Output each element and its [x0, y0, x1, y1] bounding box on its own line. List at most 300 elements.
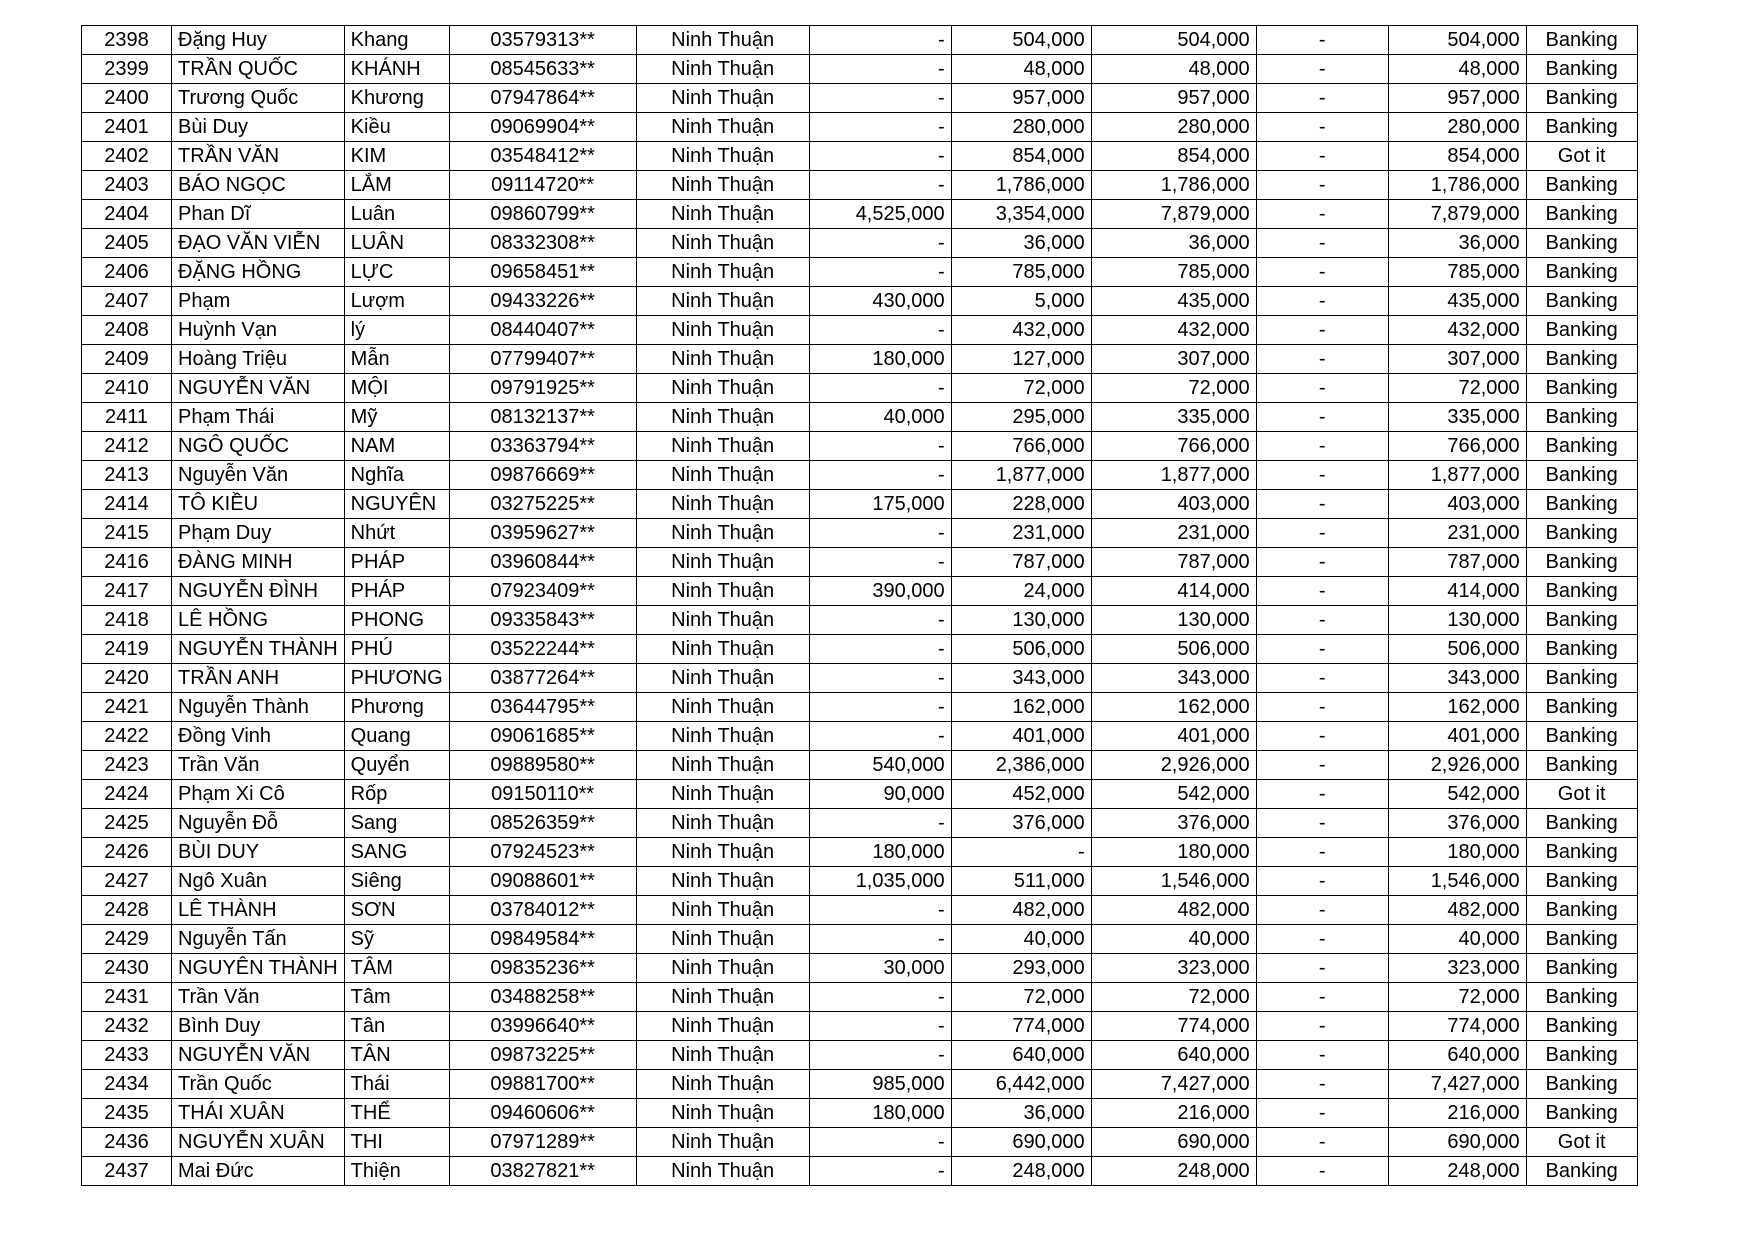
payment-method-cell: Banking [1526, 403, 1637, 432]
deduction-cell: - [1256, 345, 1388, 374]
amount-paid-cell: 2,926,000 [1388, 751, 1526, 780]
amount-b-cell: 72,000 [951, 983, 1091, 1012]
amount-b-cell: 432,000 [951, 316, 1091, 345]
phone-cell: 09835236** [449, 954, 636, 983]
surname-cell: Trần Văn [172, 983, 345, 1012]
phone-cell: 09069904** [449, 113, 636, 142]
row-number-cell: 2403 [82, 171, 172, 200]
deduction-cell: - [1256, 26, 1388, 55]
deduction-cell: - [1256, 838, 1388, 867]
row-number-cell: 2427 [82, 867, 172, 896]
amount-total-cell: 40,000 [1091, 925, 1256, 954]
phone-cell: 07799407** [449, 345, 636, 374]
amount-b-cell: 785,000 [951, 258, 1091, 287]
amount-total-cell: 323,000 [1091, 954, 1256, 983]
province-cell: Ninh Thuận [636, 55, 809, 84]
payment-method-cell: Banking [1526, 896, 1637, 925]
amount-paid-cell: 323,000 [1388, 954, 1526, 983]
amount-a-cell: - [809, 606, 951, 635]
phone-cell: 09114720** [449, 171, 636, 200]
given-name-cell: Quang [344, 722, 449, 751]
amount-paid-cell: 216,000 [1388, 1099, 1526, 1128]
deduction-cell: - [1256, 954, 1388, 983]
amount-b-cell: 3,354,000 [951, 200, 1091, 229]
given-name-cell: Siêng [344, 867, 449, 896]
amount-total-cell: 435,000 [1091, 287, 1256, 316]
amount-paid-cell: 432,000 [1388, 316, 1526, 345]
surname-cell: NGUYỄN ĐÌNH [172, 577, 345, 606]
given-name-cell: PHÁP [344, 577, 449, 606]
surname-cell: Trương Quốc [172, 84, 345, 113]
amount-b-cell: 130,000 [951, 606, 1091, 635]
amount-paid-cell: 162,000 [1388, 693, 1526, 722]
table-row [82, 548, 1638, 577]
amount-a-cell: - [809, 693, 951, 722]
amount-a-cell: - [809, 1157, 951, 1186]
payout-table [81, 25, 1638, 1186]
table-row [82, 287, 1638, 316]
amount-a-cell: 390,000 [809, 577, 951, 606]
surname-cell: Phạm Xi Cô [172, 780, 345, 809]
table-row [82, 1012, 1638, 1041]
amount-a-cell: 40,000 [809, 403, 951, 432]
amount-paid-cell: 1,786,000 [1388, 171, 1526, 200]
amount-a-cell: - [809, 55, 951, 84]
surname-cell: NGÔ QUỐC [172, 432, 345, 461]
phone-cell: 08545633** [449, 55, 636, 84]
province-cell: Ninh Thuận [636, 693, 809, 722]
province-cell: Ninh Thuận [636, 577, 809, 606]
amount-total-cell: 36,000 [1091, 229, 1256, 258]
phone-cell: 07947864** [449, 84, 636, 113]
deduction-cell: - [1256, 519, 1388, 548]
amount-paid-cell: 504,000 [1388, 26, 1526, 55]
payment-method-cell: Banking [1526, 1070, 1637, 1099]
payment-method-cell: Banking [1526, 722, 1637, 751]
province-cell: Ninh Thuận [636, 838, 809, 867]
amount-b-cell: 504,000 [951, 26, 1091, 55]
amount-total-cell: 180,000 [1091, 838, 1256, 867]
row-number-cell: 2437 [82, 1157, 172, 1186]
table-row [82, 1041, 1638, 1070]
table-row [82, 809, 1638, 838]
amount-total-cell: 72,000 [1091, 374, 1256, 403]
row-number-cell: 2406 [82, 258, 172, 287]
given-name-cell: Sỹ [344, 925, 449, 954]
given-name-cell: Tân [344, 1012, 449, 1041]
province-cell: Ninh Thuận [636, 345, 809, 374]
province-cell: Ninh Thuận [636, 1157, 809, 1186]
given-name-cell: Thái [344, 1070, 449, 1099]
amount-paid-cell: 130,000 [1388, 606, 1526, 635]
amount-a-cell: - [809, 722, 951, 751]
table-row [82, 316, 1638, 345]
row-number-cell: 2405 [82, 229, 172, 258]
deduction-cell: - [1256, 1128, 1388, 1157]
province-cell: Ninh Thuận [636, 1128, 809, 1157]
amount-paid-cell: 48,000 [1388, 55, 1526, 84]
surname-cell: Bình Duy [172, 1012, 345, 1041]
amount-b-cell: 1,786,000 [951, 171, 1091, 200]
table-row [82, 432, 1638, 461]
amount-total-cell: 403,000 [1091, 490, 1256, 519]
row-number-cell: 2404 [82, 200, 172, 229]
province-cell: Ninh Thuận [636, 432, 809, 461]
table-row [82, 635, 1638, 664]
payment-method-cell: Banking [1526, 519, 1637, 548]
amount-a-cell: - [809, 519, 951, 548]
surname-cell: TRẦN ANH [172, 664, 345, 693]
surname-cell: TRẦN VĂN [172, 142, 345, 171]
deduction-cell: - [1256, 635, 1388, 664]
amount-total-cell: 690,000 [1091, 1128, 1256, 1157]
given-name-cell: lý [344, 316, 449, 345]
given-name-cell: Phương [344, 693, 449, 722]
row-number-cell: 2426 [82, 838, 172, 867]
payment-method-cell: Banking [1526, 200, 1637, 229]
payment-method-cell: Banking [1526, 287, 1637, 316]
surname-cell: Phạm [172, 287, 345, 316]
surname-cell: TÔ KIỀU [172, 490, 345, 519]
amount-b-cell: 40,000 [951, 925, 1091, 954]
payment-method-cell: Got it [1526, 1128, 1637, 1157]
province-cell: Ninh Thuận [636, 287, 809, 316]
phone-cell: 03522244** [449, 635, 636, 664]
surname-cell: Hoàng Triệu [172, 345, 345, 374]
table-row [82, 171, 1638, 200]
deduction-cell: - [1256, 780, 1388, 809]
province-cell: Ninh Thuận [636, 316, 809, 345]
given-name-cell: Lượm [344, 287, 449, 316]
surname-cell: Phạm Thái [172, 403, 345, 432]
given-name-cell: Mẫn [344, 345, 449, 374]
phone-cell: 03960844** [449, 548, 636, 577]
province-cell: Ninh Thuận [636, 171, 809, 200]
surname-cell: BÁO NGỌC [172, 171, 345, 200]
table-row [82, 664, 1638, 693]
payment-method-cell: Banking [1526, 490, 1637, 519]
table-row [82, 55, 1638, 84]
amount-a-cell: - [809, 316, 951, 345]
surname-cell: ĐÀNG MINH [172, 548, 345, 577]
payment-method-cell: Banking [1526, 664, 1637, 693]
amount-a-cell: 540,000 [809, 751, 951, 780]
row-number-cell: 2411 [82, 403, 172, 432]
table-row [82, 258, 1638, 287]
payment-method-cell: Banking [1526, 548, 1637, 577]
amount-total-cell: 376,000 [1091, 809, 1256, 838]
deduction-cell: - [1256, 751, 1388, 780]
payment-method-cell: Banking [1526, 229, 1637, 258]
row-number-cell: 2399 [82, 55, 172, 84]
phone-cell: 09791925** [449, 374, 636, 403]
amount-total-cell: 1,546,000 [1091, 867, 1256, 896]
amount-total-cell: 640,000 [1091, 1041, 1256, 1070]
table-row [82, 1128, 1638, 1157]
surname-cell: TRẦN QUỐC [172, 55, 345, 84]
row-number-cell: 2414 [82, 490, 172, 519]
deduction-cell: - [1256, 374, 1388, 403]
amount-a-cell: - [809, 635, 951, 664]
amount-total-cell: 7,427,000 [1091, 1070, 1256, 1099]
payment-method-cell: Banking [1526, 432, 1637, 461]
given-name-cell: KIM [344, 142, 449, 171]
amount-a-cell: - [809, 258, 951, 287]
phone-cell: 03959627** [449, 519, 636, 548]
amount-paid-cell: 72,000 [1388, 374, 1526, 403]
amount-b-cell: 228,000 [951, 490, 1091, 519]
amount-a-cell: - [809, 84, 951, 113]
amount-paid-cell: 231,000 [1388, 519, 1526, 548]
phone-cell: 09881700** [449, 1070, 636, 1099]
payment-method-cell: Banking [1526, 635, 1637, 664]
province-cell: Ninh Thuận [636, 896, 809, 925]
province-cell: Ninh Thuận [636, 258, 809, 287]
phone-cell: 09061685** [449, 722, 636, 751]
deduction-cell: - [1256, 896, 1388, 925]
amount-b-cell: 48,000 [951, 55, 1091, 84]
row-number-cell: 2401 [82, 113, 172, 142]
deduction-cell: - [1256, 548, 1388, 577]
payment-method-cell: Got it [1526, 142, 1637, 171]
deduction-cell: - [1256, 200, 1388, 229]
payment-method-cell: Banking [1526, 258, 1637, 287]
deduction-cell: - [1256, 925, 1388, 954]
table-row [82, 954, 1638, 983]
amount-paid-cell: 435,000 [1388, 287, 1526, 316]
amount-b-cell: 6,442,000 [951, 1070, 1091, 1099]
deduction-cell: - [1256, 983, 1388, 1012]
phone-cell: 08440407** [449, 316, 636, 345]
amount-paid-cell: 401,000 [1388, 722, 1526, 751]
deduction-cell: - [1256, 229, 1388, 258]
table-row [82, 983, 1638, 1012]
phone-cell: 03877264** [449, 664, 636, 693]
amount-b-cell: 506,000 [951, 635, 1091, 664]
surname-cell: Bùi Duy [172, 113, 345, 142]
phone-cell: 09088601** [449, 867, 636, 896]
surname-cell: LÊ HỒNG [172, 606, 345, 635]
amount-a-cell: 985,000 [809, 1070, 951, 1099]
given-name-cell: SANG [344, 838, 449, 867]
amount-paid-cell: 7,879,000 [1388, 200, 1526, 229]
row-number-cell: 2413 [82, 461, 172, 490]
amount-b-cell: 2,386,000 [951, 751, 1091, 780]
table-row [82, 1099, 1638, 1128]
amount-total-cell: 504,000 [1091, 26, 1256, 55]
province-cell: Ninh Thuận [636, 751, 809, 780]
province-cell: Ninh Thuận [636, 983, 809, 1012]
province-cell: Ninh Thuận [636, 1099, 809, 1128]
surname-cell: Huỳnh Vạn [172, 316, 345, 345]
amount-paid-cell: 482,000 [1388, 896, 1526, 925]
amount-paid-cell: 40,000 [1388, 925, 1526, 954]
amount-total-cell: 506,000 [1091, 635, 1256, 664]
payment-method-cell: Banking [1526, 693, 1637, 722]
given-name-cell: Sang [344, 809, 449, 838]
row-number-cell: 2400 [82, 84, 172, 113]
phone-cell: 03996640** [449, 1012, 636, 1041]
amount-total-cell: 854,000 [1091, 142, 1256, 171]
payment-method-cell: Banking [1526, 606, 1637, 635]
deduction-cell: - [1256, 84, 1388, 113]
amount-total-cell: 335,000 [1091, 403, 1256, 432]
surname-cell: NGUYÊN THÀNH [172, 954, 345, 983]
phone-cell: 09860799** [449, 200, 636, 229]
amount-paid-cell: 36,000 [1388, 229, 1526, 258]
amount-paid-cell: 854,000 [1388, 142, 1526, 171]
amount-total-cell: 957,000 [1091, 84, 1256, 113]
amount-paid-cell: 774,000 [1388, 1012, 1526, 1041]
amount-total-cell: 785,000 [1091, 258, 1256, 287]
amount-a-cell: - [809, 1041, 951, 1070]
amount-a-cell: 180,000 [809, 838, 951, 867]
phone-cell: 09873225** [449, 1041, 636, 1070]
surname-cell: NGUYỄN XUÂN [172, 1128, 345, 1157]
amount-b-cell: 1,877,000 [951, 461, 1091, 490]
surname-cell: Trần Quốc [172, 1070, 345, 1099]
surname-cell: Nguyễn Thành [172, 693, 345, 722]
amount-b-cell: 343,000 [951, 664, 1091, 693]
amount-b-cell: 24,000 [951, 577, 1091, 606]
table-row [82, 1157, 1638, 1186]
amount-a-cell: - [809, 664, 951, 693]
surname-cell: Trần Văn [172, 751, 345, 780]
row-number-cell: 2424 [82, 780, 172, 809]
amount-b-cell: 376,000 [951, 809, 1091, 838]
amount-a-cell: 90,000 [809, 780, 951, 809]
surname-cell: NGUYỄN THÀNH [172, 635, 345, 664]
deduction-cell: - [1256, 1070, 1388, 1099]
surname-cell: BÙI DUY [172, 838, 345, 867]
amount-b-cell: 401,000 [951, 722, 1091, 751]
amount-b-cell: 787,000 [951, 548, 1091, 577]
deduction-cell: - [1256, 1012, 1388, 1041]
surname-cell: Mai Đức [172, 1157, 345, 1186]
table-row [82, 113, 1638, 142]
given-name-cell: Kiều [344, 113, 449, 142]
deduction-cell: - [1256, 258, 1388, 287]
amount-b-cell: 452,000 [951, 780, 1091, 809]
amount-b-cell: 640,000 [951, 1041, 1091, 1070]
phone-cell: 03579313** [449, 26, 636, 55]
payment-method-cell: Banking [1526, 461, 1637, 490]
amount-total-cell: 401,000 [1091, 722, 1256, 751]
province-cell: Ninh Thuận [636, 113, 809, 142]
amount-total-cell: 307,000 [1091, 345, 1256, 374]
table-row [82, 461, 1638, 490]
amount-total-cell: 787,000 [1091, 548, 1256, 577]
given-name-cell: LỰC [344, 258, 449, 287]
phone-cell: 03275225** [449, 490, 636, 519]
amount-total-cell: 414,000 [1091, 577, 1256, 606]
deduction-cell: - [1256, 867, 1388, 896]
given-name-cell: MỘI [344, 374, 449, 403]
amount-b-cell: 766,000 [951, 432, 1091, 461]
amount-b-cell: - [951, 838, 1091, 867]
amount-a-cell: - [809, 809, 951, 838]
amount-a-cell: - [809, 896, 951, 925]
given-name-cell: Mỹ [344, 403, 449, 432]
province-cell: Ninh Thuận [636, 780, 809, 809]
amount-a-cell: 30,000 [809, 954, 951, 983]
payment-method-cell: Banking [1526, 809, 1637, 838]
row-number-cell: 2421 [82, 693, 172, 722]
deduction-cell: - [1256, 432, 1388, 461]
given-name-cell: THỂ [344, 1099, 449, 1128]
deduction-cell: - [1256, 577, 1388, 606]
amount-paid-cell: 180,000 [1388, 838, 1526, 867]
amount-b-cell: 248,000 [951, 1157, 1091, 1186]
table-row [82, 722, 1638, 751]
amount-paid-cell: 690,000 [1388, 1128, 1526, 1157]
row-number-cell: 2425 [82, 809, 172, 838]
amount-total-cell: 248,000 [1091, 1157, 1256, 1186]
province-cell: Ninh Thuận [636, 867, 809, 896]
given-name-cell: LẮM [344, 171, 449, 200]
phone-cell: 03784012** [449, 896, 636, 925]
amount-paid-cell: 7,427,000 [1388, 1070, 1526, 1099]
given-name-cell: Nhứt [344, 519, 449, 548]
deduction-cell: - [1256, 1157, 1388, 1186]
given-name-cell: Nghĩa [344, 461, 449, 490]
amount-total-cell: 432,000 [1091, 316, 1256, 345]
phone-cell: 07971289** [449, 1128, 636, 1157]
province-cell: Ninh Thuận [636, 664, 809, 693]
phone-cell: 09433226** [449, 287, 636, 316]
amount-a-cell: - [809, 1128, 951, 1157]
surname-cell: Phan Dĩ [172, 200, 345, 229]
surname-cell: NGUYỄN VĂN [172, 1041, 345, 1070]
payment-method-cell: Banking [1526, 1041, 1637, 1070]
province-cell: Ninh Thuận [636, 142, 809, 171]
amount-b-cell: 72,000 [951, 374, 1091, 403]
amount-total-cell: 1,786,000 [1091, 171, 1256, 200]
surname-cell: Nguyễn Tấn [172, 925, 345, 954]
amount-paid-cell: 506,000 [1388, 635, 1526, 664]
row-number-cell: 2412 [82, 432, 172, 461]
given-name-cell: PHÁP [344, 548, 449, 577]
amount-b-cell: 36,000 [951, 229, 1091, 258]
phone-cell: 09658451** [449, 258, 636, 287]
amount-paid-cell: 1,877,000 [1388, 461, 1526, 490]
amount-b-cell: 774,000 [951, 1012, 1091, 1041]
amount-a-cell: 175,000 [809, 490, 951, 519]
row-number-cell: 2398 [82, 26, 172, 55]
row-number-cell: 2434 [82, 1070, 172, 1099]
payment-method-cell: Got it [1526, 780, 1637, 809]
province-cell: Ninh Thuận [636, 1070, 809, 1099]
deduction-cell: - [1256, 171, 1388, 200]
row-number-cell: 2423 [82, 751, 172, 780]
amount-b-cell: 36,000 [951, 1099, 1091, 1128]
province-cell: Ninh Thuận [636, 1041, 809, 1070]
phone-cell: 08332308** [449, 229, 636, 258]
deduction-cell: - [1256, 316, 1388, 345]
given-name-cell: Quyển [344, 751, 449, 780]
amount-b-cell: 127,000 [951, 345, 1091, 374]
amount-a-cell: - [809, 1012, 951, 1041]
deduction-cell: - [1256, 113, 1388, 142]
payment-method-cell: Banking [1526, 867, 1637, 896]
given-name-cell: Rốp [344, 780, 449, 809]
given-name-cell: Khương [344, 84, 449, 113]
given-name-cell: PHÚ [344, 635, 449, 664]
phone-cell: 03827821** [449, 1157, 636, 1186]
amount-a-cell: - [809, 432, 951, 461]
phone-cell: 09876669** [449, 461, 636, 490]
amount-a-cell: - [809, 229, 951, 258]
